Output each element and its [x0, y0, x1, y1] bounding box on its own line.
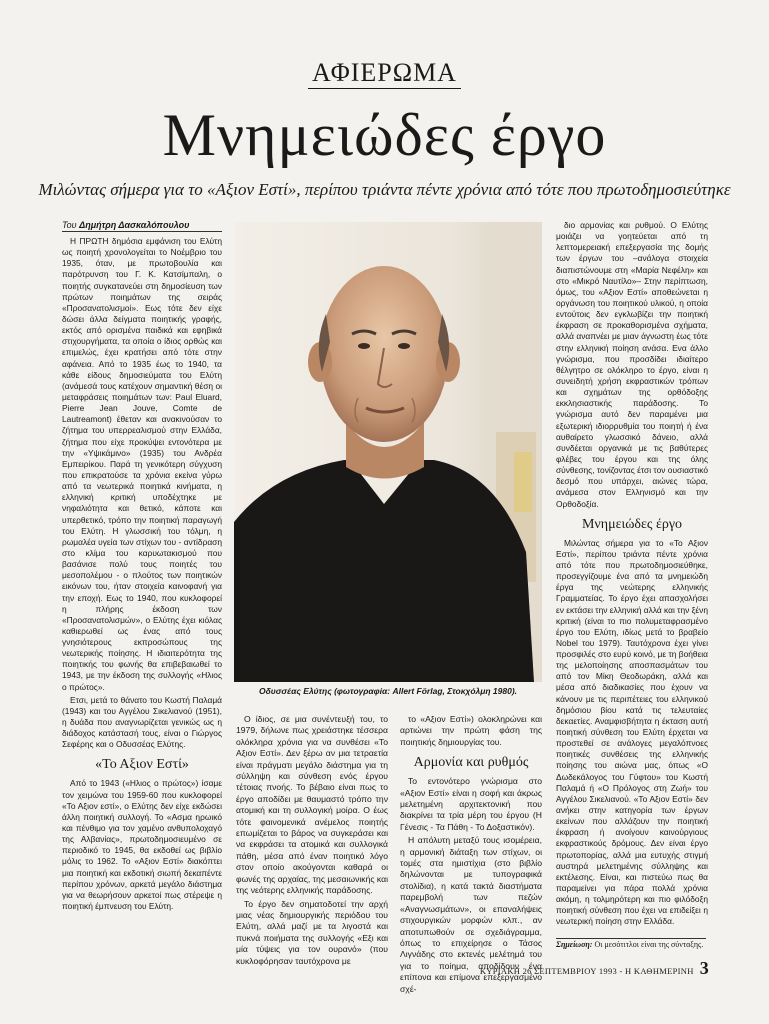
footnote-divider [556, 938, 706, 939]
footnote [556, 940, 716, 949]
byline [62, 220, 222, 232]
photo-caption: Οδυσσέας Ελύτης (φωτογραφία: Allert Förlag, Στοκχόλμη 1980). [258, 686, 518, 696]
headline: Μνημειώδες έργο [162, 102, 607, 168]
paragraph: Ετσι, μετά το θάνατο του Κωστή Παλαμά (1943) και του Αγγέλου Σικελιανού (1951), η δυάδα που αναγνωρίζεται γενικώς ως η διάδοχος κατάστασή τους, είναι ο Γιώργος Σεφέρης και ο Οδυσσέας Ελύτης. [62, 694, 222, 750]
paragraph: Μιλώντας σήμερα για το «Το Αξιον Εστί», περίπου τριάντα πέντε χρόνια από τότε που πρωτοδημοσιεύθηκε, προσεγγίζουμε ένα από τα μνημειώδη έργα της νεώτερης ελληνικής Γραμματείας. Το έργο έχει απασχολήσει εν εκτάσει την ελληνική αλλά και την ξένη κριτική (είναι το πιο πολυμεταφρασμένο έργο του Ελύτη, ιδίως μετά το βραβείο Nobel του 1979). Ταυτόχρονα έχει γίνει προσφιλές στο ευρύ κοινό, με τη βοήθεια της μελοποίησης αποσπασμάτων του από τον Μίκη Θεοδωράκη, αλλά και μέσα από διαδικασίες που έχουν να κάνουν με τις περιπέτειες του ελληνικού δημόσιου βίου κατά τις τελευταίες δεκαετίες. Αναμφισβήτητα η έκταση αυτή ποιητική σύνθεση του Ελύτη έρχεται να προστεθεί σε ανάλογες μεγαλόπνοες ποιητικές συνθέσεις της ελληνικής ποίησης του αιώνα μας, όπως «Ο Δωδεκάλογος του Γύφτου» του Κωστή Παλαμά ή «Ο Πρόλογος στη Ζωή» του Αγγέλου Σικελιανού. «Το Αξιον Εστί» δεν ανήκει στην κατηγορία των έργων εκείνων που αλλάζουν την ποιητική έκφραση ή ανοίγουν καινούργιους εκφραστικούς δρόμους. Δεν είναι έργο πρωτοπορίας, αλλά μια ευτυχής στιγμή αυστηρά μελετημένης σύλληψης και εκτέλεσης. Είναι, και πιστεύω πως θα παραμείνει για πάρα πολλά χρόνια ακόμη, η τολμηρότερη και πιο φιλόδοξη ποιητική σύνθεση που έχει να επιδείξει η νεωτερική ποίηση στην Ελλάδα. [556, 537, 708, 927]
subheading: Μνημειώδες έργο [581, 516, 683, 532]
column-3 [400, 714, 542, 997]
byline-prefix: Του [62, 220, 77, 230]
subheading: Αρμονία και ρυθμός [413, 755, 529, 771]
paragraph: Ο ίδιος, σε μια συνέντευξή του, το 1979, δήλωνε πως χρειάστηκε τέσσερα ολόκληρα χρόνια για να συνθέσει «Το Αξιον Εστί». Δεν ξέρω αν μια τετραετία είναι πράγματι μεγάλο διάστημα για τη σύλληψη και σύνθεση ενός έργου τέτοιας πνοής. Το βέβαιο είναι πως το έργο αποδίδει με θαυμαστό τρόπο την ατομική και τη συλλογική μοίρα. Ο έως τότε φαινομενικά ανέμελος ποιητής επωμίζεται το βάρος να συγκεράσει και να εκφράσει τα ατομικά και συλλογικά πάθη, μέσα από έναν ποιητικό λόγο στον οποίο ακούγονται καθαρά οι φωνές της αρχαίας, της μεσαιωνικής και της νεότερης ελληνικής παράδοσης. [236, 714, 388, 896]
paragraph: Η ΠΡΩΤΗ δημόσια εμφάνιση του Ελύτη ως ποιητή χρονολογείται το Νοέμβριο του 1935, όταν, με πρωτοβουλία και παρότρυνση του Γ. Κ. Κατσίμπαλη, ο ποιητής συγκατανεύει στη δημοσίευση των πρώτων ποιημάτων της σειράς «Προσανατολισμοί». Εως τότε δεν είχε δώσει άλλα δείγματα ποιητικής γραφής, εκτός από ορισμένα παιδικά και εφηβικά στιχουργήματα, τα οποία ο ίδιος ορθώς και επιμελώς, έχει κρατήσει από τότε στην αφάνεια. Από το 1935 έως το 1940, τα κάθε είδους δημοσιεύματα του Ελύτη (ανάμεσά τους κατέχουν σημαντική θέση οι μεταφράσεις ποιημάτων των: Paul Eluard, Pierre Jean Jouve, Comte de Lautreamont) έθεταν και ανακινούσαν το ζήτημα του υπερρεαλισμού στην Ελλάδα, ζήτημα που είχε προκύψει εντονότερα με την «Υψικάμινο» (1935) του Ανδρέα Εμπειρίκου. Παρά τη γενικότερη σύγχυση που επικρατούσε τα χρόνια εκείνα γύρω από τα νεωτερικά ποιητικά κινήματα, η ελληνική κριτική υποδέχτηκε με νηφαλιότητα και θετικό, κάποτε και υπερθετικό, τρόπο την ποιητική παραγωγή του Ελύτη. Η γλωσσική του τόλμη, η ρωμαλέα υγεία των στίχων του - αντίδραση στο κλίμα του καρυωτακισμού που βασάνισε πολύ τους ποιητές του μεσοπολέμου - ο πλούτος των ποιητικών εικόνων του, ήταν στοιχεία καινοφανή για την εποχή. Εως το 1940, που κυκλοφορεί η πλήρης έκδοση των «Προσανατολισμών», ο Ελύτης έχει κιόλας καθιερωθεί ως ένας από τους γνησιότερους εκπροσώπους της νεωτερικής ποίησης. Η ιδιαιτερότητα της ποιητικής του φωνής θα επιβεβαιωθεί το 1943, με την έκδοση της συλλογής «Ηλιος ο πρώτος». [62, 236, 222, 692]
paragraph: διο αρμονίας και ρυθμού. Ο Ελύτης μοιάζει να γοητεύεται από τη λεπτομερειακή επεξεργασία της δομής των έργων του –ανάλογα στοιχεία διαπιστώνουμε στη «Μαρία Νεφέλη» και στο «Μικρό Ναυτίλο»– Στην περίπτωση, όμως, του «Αξιον Εστί» αποθεώνεται η οργάνωση του ποιητικού υλικού, η οποία εντούτοις δεν εγκλωβίζει την ποιητική έκφραση σε προκαθορισμένα σχήματα, αλλά αναπνέει με μιαν άγνωστη έως τότε στην ελληνική ποίηση ανάσα. Ενα άλλο γνώρισμα, που προσδίδει ιδιαίτερο θέλγητρο σε ολόκληρο το έργο, είναι η συνειδητή χρήση εκφραστικών τρόπων και σχημάτων της ορθόδοξης εκκλησιαστικής παράδοσης. Το γνώρισμα αυτό δεν παραμένει μια εξωτερική ιδιορρυθμία του ποιητή ή ένα αυθαίρετο γλωσσικό δάνειο, αλλά συνδέεται οργανικά με τις βαθύτερες φλέβες του έργου και της όλης σύνθεσης, τονίζοντας έτσι τον ουσιαστικό δεσμό που υπάρχει, αιώνες τώρα, ανάμεσα στον Ελληνισμό και την Ορθοδοξία. [556, 220, 708, 509]
portrait-photo [234, 222, 542, 682]
section-kicker [0, 58, 769, 88]
paragraph: Το έργο δεν σηματοδοτεί την αρχή μιας νέας δημιουργικής περιόδου του Ελύτη, αλλά μαζί με τα λιγοστά και πυκνά ποιήματα της συλλογής «Εξι και μία τύψεις για τον ουρανό» (που κυκλοφόρησαν ταυτόχρονα με [236, 898, 388, 966]
paragraph: Η απόλυτη μεταξύ τους ισομέρεια, η αρμονική διάταξη των στίχων, οι τομές στα ημιστίχια (στο βιβλίο δηλώνονται με τυπογραφικά στολίδια), η κατά τακτά διαστήματα παρεμβολή των πεζών «Αναγνωσμάτων», οι επαναλήψεις στιχουργικών μορφών κλπ., αν αποτυπωθούν σε σχεδιάγραμμα, όπως το επιχείρησε ο Τάσος Λιγνάδης στο εκτενές μελέτημά του για το ποίημα, αποδίδουν ένα επίπονα και επίμονα επεξεργασμένο σχέ- [400, 835, 542, 994]
subtitle: Μιλώντας σήμερα για το «Αξιον Εστί», περίπου τριάντα πέντε χρόνια από τότε που πρωτοδημοσιεύτηκε [38, 180, 731, 199]
subheading: «Το Αξιον Εστί» [95, 757, 189, 773]
footnote-text: Οι μεσότιτλοι είναι της σύνταξης. [594, 940, 704, 949]
portrait-illustration [234, 222, 542, 682]
column-2 [236, 714, 388, 969]
column-4 [556, 220, 708, 930]
paragraph: το «Αξιον Εστί») ολοκληρώνει και αρτιώνει την πρώτη φάση της ποιητικής δημιουργίας του. [400, 714, 542, 747]
footer-dateline: ΚΥΡΙΑΚΗ 26 ΣΕΠΤΕΜΒΡΙΟΥ 1993 - Η ΚΑΘΗΜΕΡΙΝΗ [479, 966, 694, 976]
page-footer [480, 958, 709, 979]
paragraph: Από το 1943 («Ηλιος ο πρώτος») ίσαμε τον χειμώνα του 1959-60 που κυκλοφορεί «Το Αξιον εστί», ο Ελύτης δεν είχε εκδώσει άλλη ποιητική συλλογή. Το «Ασμα ηρωικό και πένθιμο για τον χαμένο ανθυπολοχαγό της Αλβανίας», πρωτοδημοσιευμένο σε περιοδικό το 1945, θα εκδοθεί ως βιβλίο μόλις το 1962. Το «Αξιον Εστί» διακόπτει μια ποιητική και εκδοτική σιωπή δεκαπέντε περίπου χρόνων, αρκετά μεγάλο διάστημα για να θεωρήσουν αρκετοί πως στέρεψε η ποιητική έμπνευση του Ελύτη. [62, 778, 222, 912]
footnote-label: Σημείωση: [556, 940, 593, 949]
section-kicker-text: ΑΦΙΕΡΩΜΑ [308, 58, 461, 89]
column-1 [62, 236, 222, 914]
paragraph: Το εντονότερο γνώρισμα στο «Αξιον Εστί» είναι η σοφή και άκρως μελετημένη αρχιτεκτονική που διακρίνει τα τρία μέρη του έργου (Η Γένεσις - Τα Πάθη - Το Δοξαστικόν). [400, 776, 542, 832]
byline-author: Δημήτρη Δασκαλόπουλου [79, 220, 190, 230]
page-number: 3 [699, 958, 709, 978]
